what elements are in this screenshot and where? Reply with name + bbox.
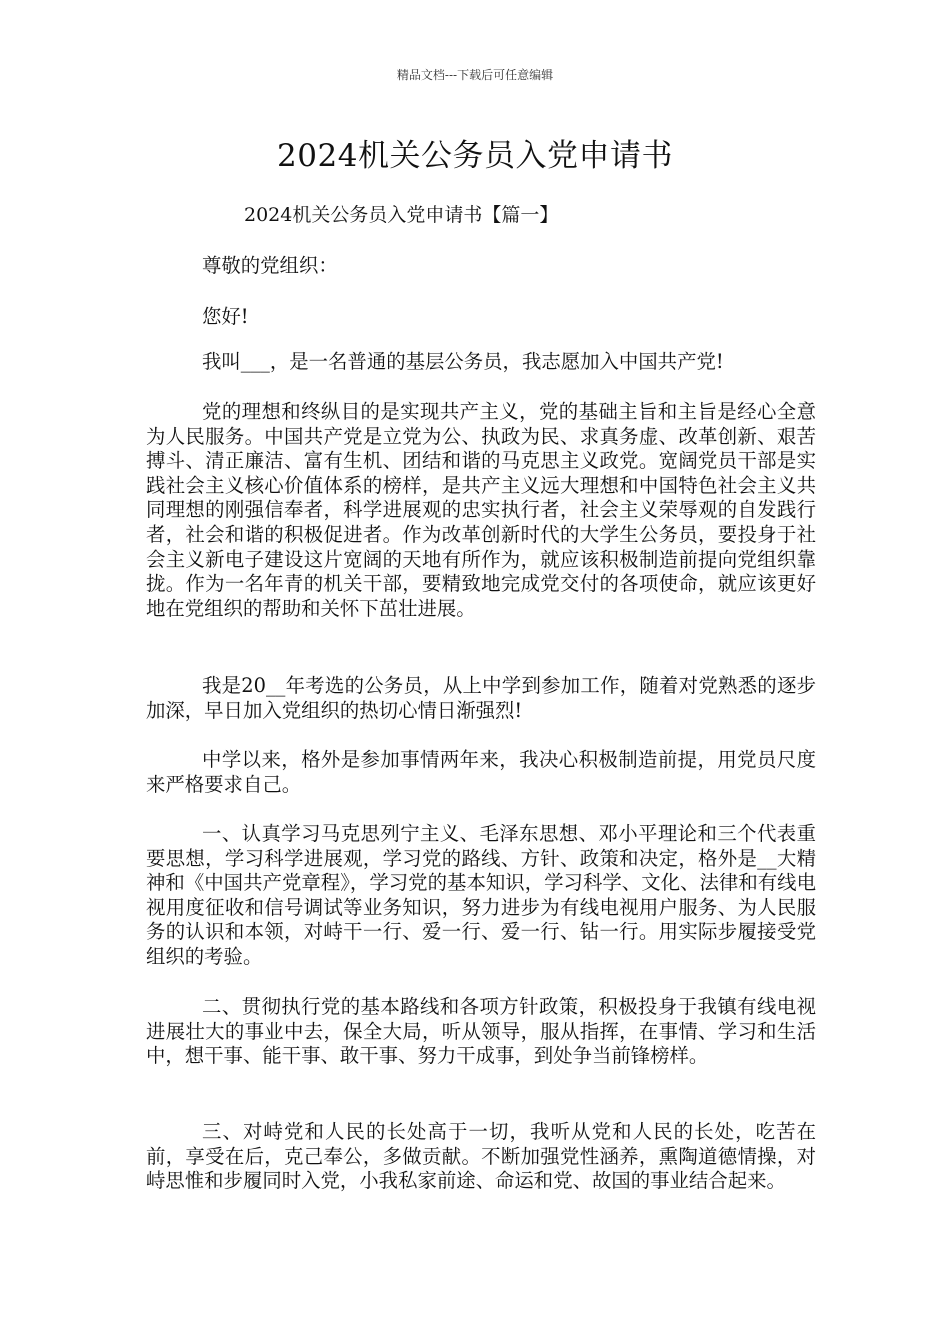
header-note: 精品文档---下载后可任意编辑 — [396, 68, 554, 82]
paragraph-intro — [146, 350, 816, 375]
paragraph-text: 三、对峙党和人民的长处高于一切，我听从党和人民的长处，吃苦在前，享受在后，克己奉公，多做贡献。不断加强党性涵养，熏陶道德情操，对峙思惟和步履同时入党，小我私家前途、命运和党、故国的事业结合起来。 — [146, 1120, 816, 1193]
paragraph-text: 我叫___，是一名普通的基层公务员，我志愿加入中国共产党! — [202, 350, 724, 373]
paragraph-text: 党的理想和终纵目的是实现共产主义，党的基础主旨和主旨是经心全意为人民服务。中国共产党是立党为公、执政为民、求真务虚、改革创新、艰苦搏斗、清正廉洁、富有生机、团结和谐的马克思主义政党。宽阔党员干部是实践社会主义核心价值体系的榜样，是共产主义远大理想和中国特色社会主义共同理想的刚强信奉者，科学进展观的忠实执行者，社会主义荣辱观的自发践行者，社会和谐的积极促进者。作为改革创新时代的大学生公务员，要投身于社会主义新电子建设这片宽阔的天地有所作为，就应该积极制造前提向党组织靠拢。作为一名年青的机关干部，要精致地完成党交付的各项使命，就应该更好地在党组织的帮助和关怀下茁壮进展。 — [146, 400, 816, 620]
paragraph-text: 中学以来，格外是参加事情两年来，我决心积极制造前提，用党员尺度来严格要求自己。 — [146, 748, 816, 796]
paragraph-point-one — [146, 822, 816, 970]
paragraph-point-three — [146, 1120, 816, 1194]
section-subtitle: 2024机关公务员入党申请书【篇一】 — [244, 204, 559, 226]
paragraph-background — [146, 674, 816, 723]
paragraph-party-ideals — [146, 400, 816, 621]
document-title: 2024机关公务员入党申请书 — [277, 138, 673, 174]
paragraph-point-two — [146, 995, 816, 1069]
paragraph-text: 一、认真学习马克思列宁主义、毛泽东思想、邓小平理论和三个代表重要思想，学习科学进展观，学习党的路线、方针、政策和决定，格外是__大精神和《中国共产党章程》，学习党的基本知识，学习科学、文化、法律和有线电视用度征收和信号调试等业务知识，努力进步为有线电视用户服务、为人民服务的认识和本领，对峙干一行、爱一行、爱一行、钻一行。用实际步履接受党组织的考验。 — [146, 822, 816, 968]
greeting: 您好! — [202, 305, 249, 328]
salutation: 尊敬的党组织： — [202, 254, 338, 277]
paragraph-resolve — [146, 748, 816, 797]
paragraph-text: 二、贯彻执行党的基本路线和各项方针政策，积极投身于我镇有线电视进展壮大的事业中去，保全大局，听从领导，服从指挥，在事情、学习和生活中，想干事、能干事、敢干事、努力干成事，到处争当前锋榜样。 — [146, 995, 816, 1068]
paragraph-text: 我是20__年考选的公务员，从上中学到参加工作，随着对党熟悉的逐步加深，早日加入党组织的热切心情日渐强烈! — [146, 674, 816, 722]
